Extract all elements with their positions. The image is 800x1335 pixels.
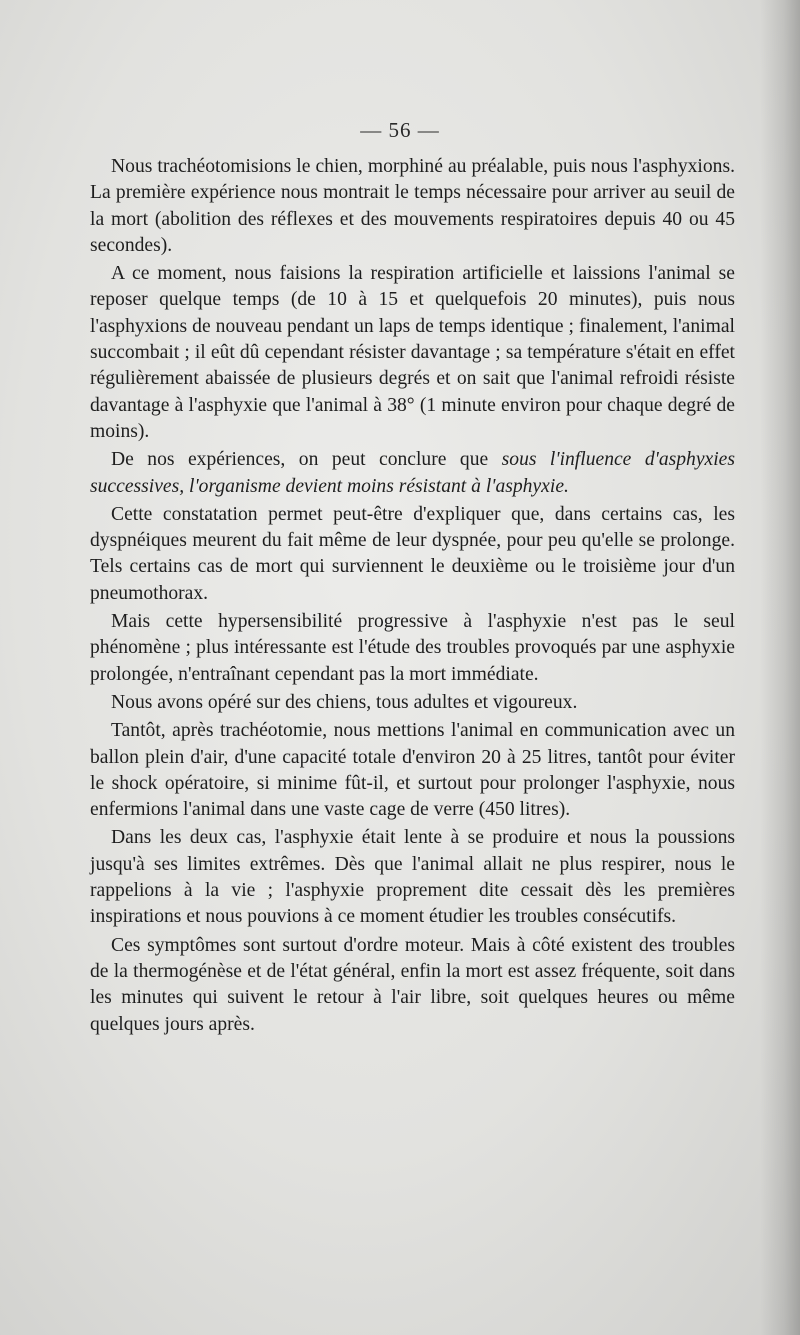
paragraph-8: Dans les deux cas, l'asphyxie était lente à se produire et nous la poussions jusqu'à ses limites extrêmes. Dès que l'animal allait ne plus respirer, nous le rappelions à la vie ; l'asphyxie proprement dite cessait dès les premières inspirations et nous pouvions à ce moment étudier les troubles consécutifs.	[90, 827, 735, 928]
paragraph-2: A ce moment, nous faisions la respiration artificielle et laissions l'animal se reposer quelque temps (de 10 à 15 et quelquefois 20 minutes), puis nous l'asphyxions de nouveau pendant un laps de temps identique ; finalement, l'animal succombait ; il eût dû cependant résister davantage ; sa température s'était en effet régulièrement abaissée de plusieurs degrés et on sait que l'animal refroidi résiste davantage à l'asphyxie que l'animal à 38° (1 minute environ pour chaque degré de moins).	[90, 263, 735, 442]
paragraph-7: Tantôt, après trachéotomie, nous mettions l'animal en communication avec un ballon plein d'air, d'une capacité totale d'environ 20 à 25 litres, tantôt pour éviter le shock opératoire, si minime fût-il, et surtout pour prolonger l'asphyxie, nous enfermions l'animal dans une vaste cage de verre (450 litres).	[90, 720, 735, 821]
paragraph-1: Nous trachéotomisions le chien, morphiné au préalable, puis nous l'asphyxions. La première expérience nous montrait le temps nécessaire pour arriver au seuil de la mort (abolition des réflexes et des mouvements respiratoires depuis 40 ou 45 secondes).	[90, 156, 735, 256]
body-text	[90, 154, 735, 1038]
paragraph-3-conclusion	[90, 447, 735, 500]
conclusion-lead: De nos expériences, on peut conclure que	[111, 449, 502, 471]
paragraph-9: Ces symptômes sont surtout d'ordre moteur. Mais à côté existent des troubles de la thermogénèse et de l'état général, enfin la mort est assez fréquente, soit dans les minutes qui suivent le retour à l'air libre, soit quelques heures ou même quelques jours après.	[90, 934, 735, 1035]
page-edge-shadow	[760, 0, 800, 1335]
paragraph-4: Cette constatation permet peut-être d'expliquer que, dans certains cas, les dyspnéiques meurent du fait même de leur dyspnée, pour peu qu'elle se prolonge. Tels certains cas de mort qui surviennent le deuxième ou le troisième jour d'un pneumothorax.	[90, 503, 735, 604]
page-number: — 56 —	[360, 118, 440, 142]
paragraph-6: Nous avons opéré sur des chiens, tous adultes et vigoureux.	[111, 691, 578, 713]
conclusion-emphasis: sous l'influence d'asphyxies successives, l'organisme devient moins résistant à l'asphyxie.	[90, 449, 735, 497]
paragraph-5: Mais cette hypersensibilité progressive à l'asphyxie n'est pas le seul phénomène ; plus intéressante est l'étude des troubles provoqués par une asphyxie prolongée, n'entraînant cependant pas la mort immédiate.	[90, 611, 735, 685]
